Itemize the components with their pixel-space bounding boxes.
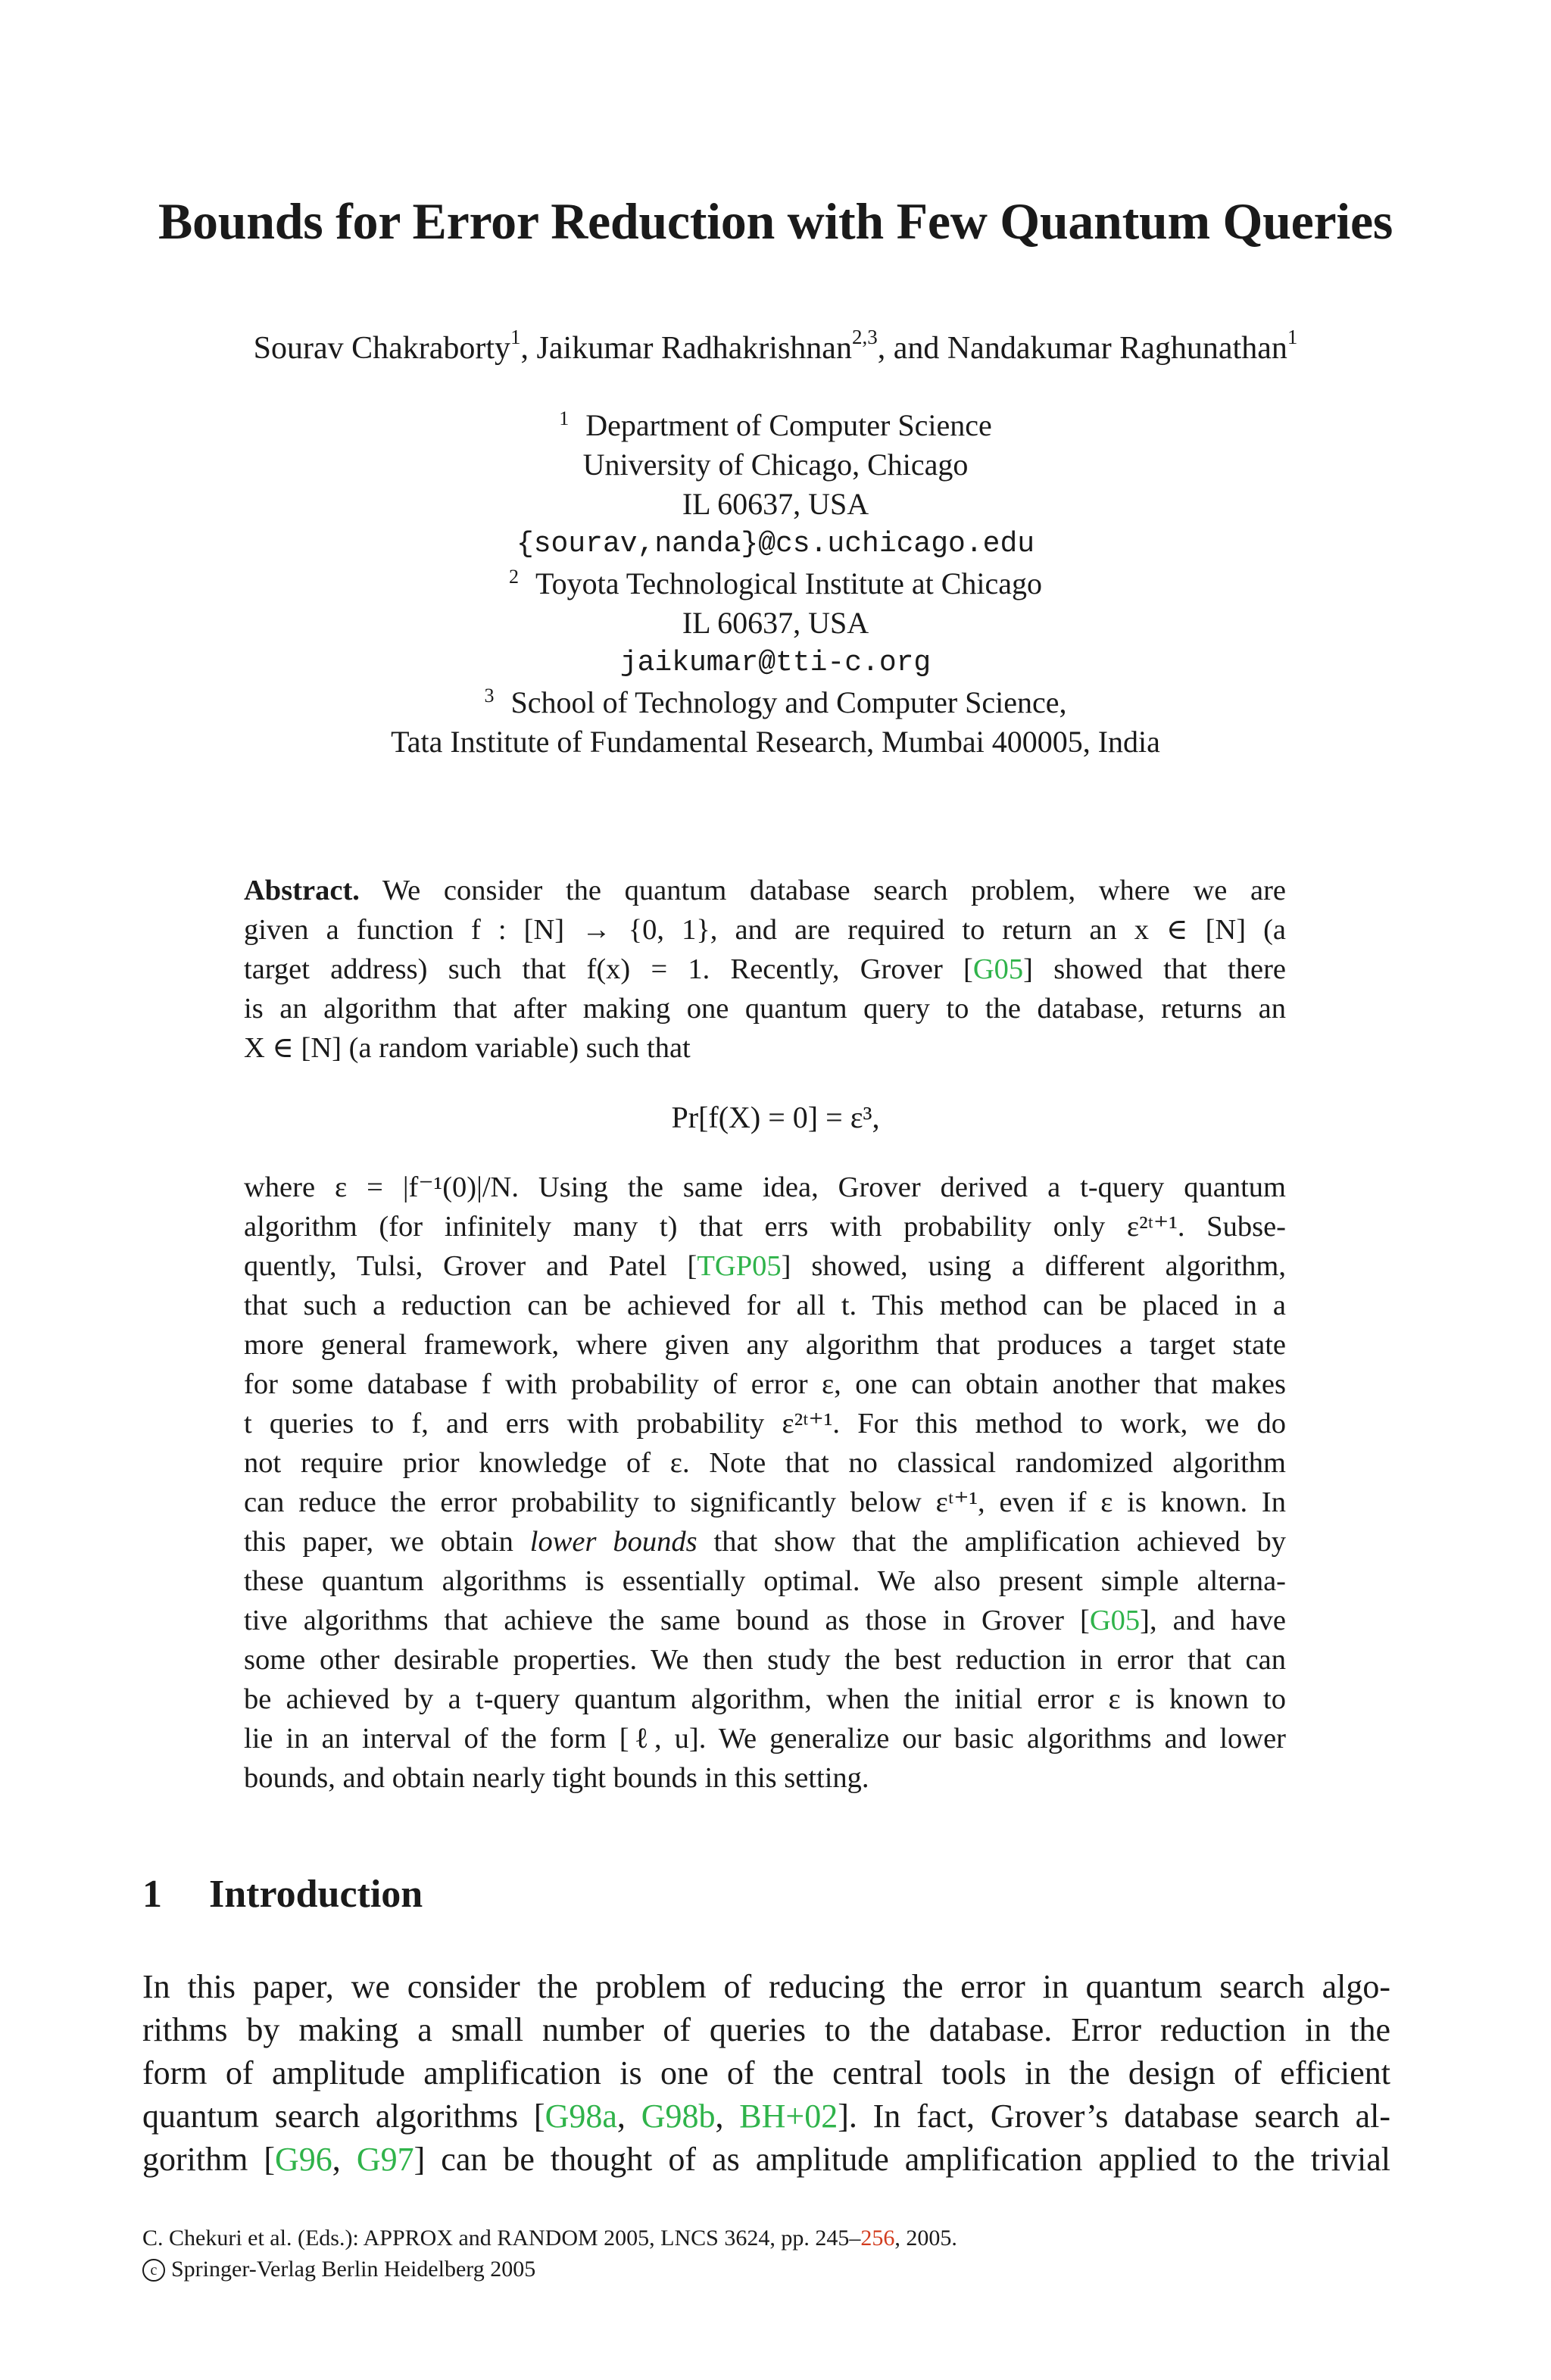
abstract-line: tive algorithms that achieve the same bound as those in Grover [G05], and have	[244, 1605, 1286, 1636]
citation-link[interactable]: BH+02	[739, 2098, 838, 2135]
abstract-label: Abstract.	[244, 875, 360, 906]
abstract-line: given a function f : [N] → {0, 1}, and are required to return an x ∈ [N] (a	[244, 914, 1286, 946]
abstract-line: this paper, we obtain lower bounds that show that the amplification achieved by	[244, 1526, 1286, 1558]
abstract-continued	[244, 1168, 1286, 1798]
body-line: rithms by making a small number of queries to the database. Error reduction in the	[142, 2011, 1390, 2048]
abstract-line: be achieved by a t-query quantum algorithm, when the initial error ε is known to	[244, 1683, 1286, 1715]
author-name: Jaikumar Radhakrishnan	[536, 331, 852, 366]
intro-paragraph	[142, 1965, 1390, 2181]
author-name: Nandakumar Raghunathan	[947, 331, 1287, 366]
abstract-line: lie in an interval of the form [ℓ, u]. We generalize our basic algorithms and lower	[244, 1723, 1286, 1755]
abstract-line: target address) such that f(x) = 1. Recently, Grover [G05] showed that there	[244, 953, 1286, 985]
citation-link[interactable]: G98a	[545, 2098, 617, 2135]
author-separator: , and	[877, 331, 947, 366]
body-line: form of amplitude amplification is one of the central tools in the design of efficient	[142, 2054, 1390, 2091]
page-range-link[interactable]: 256	[860, 2226, 895, 2251]
section-title: Introduction	[209, 1873, 423, 1916]
citation-link[interactable]: G96	[275, 2141, 332, 2178]
affiliation-line: IL 60637, USA	[682, 606, 869, 640]
author-email[interactable]: jaikumar@tti-c.org	[619, 647, 932, 679]
section-heading	[142, 1870, 423, 1919]
author-affiliation-mark: 1	[1287, 326, 1298, 348]
affiliation-line: IL 60637, USA	[682, 487, 869, 521]
paper-title: Bounds for Error Reduction with Few Quantum Queries	[158, 192, 1393, 250]
affiliation-number: 1	[559, 407, 570, 429]
abstract-line: that such a reduction can be achieved for all t. This method can be placed in a	[244, 1290, 1286, 1321]
citation-link[interactable]: G05	[1089, 1605, 1141, 1636]
author-list	[0, 326, 1551, 368]
affiliation-line: $^1$ Department of Computer Science	[559, 407, 992, 442]
abstract-line: quently, Tulsi, Grover and Patel [TGP05] showed, using a different algorithm,	[244, 1250, 1287, 1282]
abstract-line: is an algorithm that after making one quantum query to the database, returns an	[244, 993, 1286, 1025]
author-affiliation-mark: 2,3	[851, 326, 878, 348]
affiliation-number: 3	[484, 685, 495, 707]
citation-link[interactable]: G97	[356, 2141, 414, 2178]
abstract	[244, 871, 1286, 1068]
body-line: quantum search algorithms [G98a, G98b, BH+02]. In fact, Grover’s database search al-	[142, 2098, 1391, 2135]
abstract-line: these quantum algorithms is essentially optimal. We also present simple alterna-	[244, 1565, 1286, 1597]
footer-citation: C. Chekuri et al. (Eds.): APPROX and RANDOM 2005, LNCS 3624, pp. 245–256, 2005.	[142, 2226, 957, 2251]
abstract-line: more general framework, where given any algorithm that produces a target state	[244, 1329, 1286, 1361]
citation-link[interactable]: TGP05	[697, 1250, 782, 1282]
author-affiliation-mark: 1	[510, 326, 521, 348]
author-name: Sourav Chakraborty	[253, 331, 511, 366]
author-email[interactable]: {sourav,nanda}@cs.uchicago.edu	[516, 528, 1035, 560]
abstract-line: X ∈ [N] (a random variable) such that	[244, 1032, 691, 1064]
affiliation-line: $^3$ School of Technology and Computer Science,	[484, 685, 1067, 719]
body-line: gorithm [G96, G97] can be thought of as amplitude amplification applied to the trivial	[142, 2141, 1391, 2178]
affiliation-line: $^2$ Toyota Technological Institute at Chicago	[508, 566, 1043, 600]
body-line: In this paper, we consider the problem of reducing the error in quantum search algo-	[142, 1968, 1390, 2005]
abstract-line: algorithm (for infinitely many t) that errs with probability only ε²ᵗ⁺¹. Subse-	[244, 1211, 1286, 1243]
abstract-line: some other desirable properties. We then study the best reduction in error that can	[244, 1644, 1286, 1676]
abstract-line: for some database f with probability of error ε, one can obtain another that makes	[244, 1368, 1286, 1400]
author-separator: ,	[520, 331, 537, 366]
abstract-line: where ε = |f⁻¹(0)|/N. Using the same idea, Grover derived a t-query quantum	[244, 1171, 1286, 1203]
footer-copyright: c Springer-Verlag Berlin Heidelberg 2005	[142, 2254, 535, 2285]
display-equation: Pr[f(X) = 0] = ε³,	[671, 1100, 880, 1134]
copyright-icon: c	[142, 2259, 165, 2282]
citation-link[interactable]: G98b	[641, 2098, 716, 2135]
abstract-line: Abstract. We consider the quantum database search problem, where we are	[244, 875, 1286, 906]
abstract-line: t queries to f, and errs with probability ε²ᵗ⁺¹. For this method to work, we do	[244, 1408, 1286, 1440]
abstract-line: not require prior knowledge of ε. Note that no classical randomized algorithm	[244, 1447, 1286, 1479]
citation-link[interactable]: G05	[972, 953, 1024, 985]
affiliation-number: 2	[508, 566, 519, 588]
abstract-line: can reduce the error probability to significantly below εᵗ⁺¹, even if ε is known. In	[244, 1486, 1286, 1518]
affiliation-line: Tata Institute of Fundamental Research, Mumbai 400005, India	[391, 725, 1160, 759]
abstract-line: bounds, and obtain nearly tight bounds in this setting.	[244, 1762, 869, 1794]
section-number: 1	[142, 1873, 162, 1916]
affiliation-line: University of Chicago, Chicago	[582, 448, 969, 482]
emphasis: lower bounds	[529, 1526, 697, 1558]
